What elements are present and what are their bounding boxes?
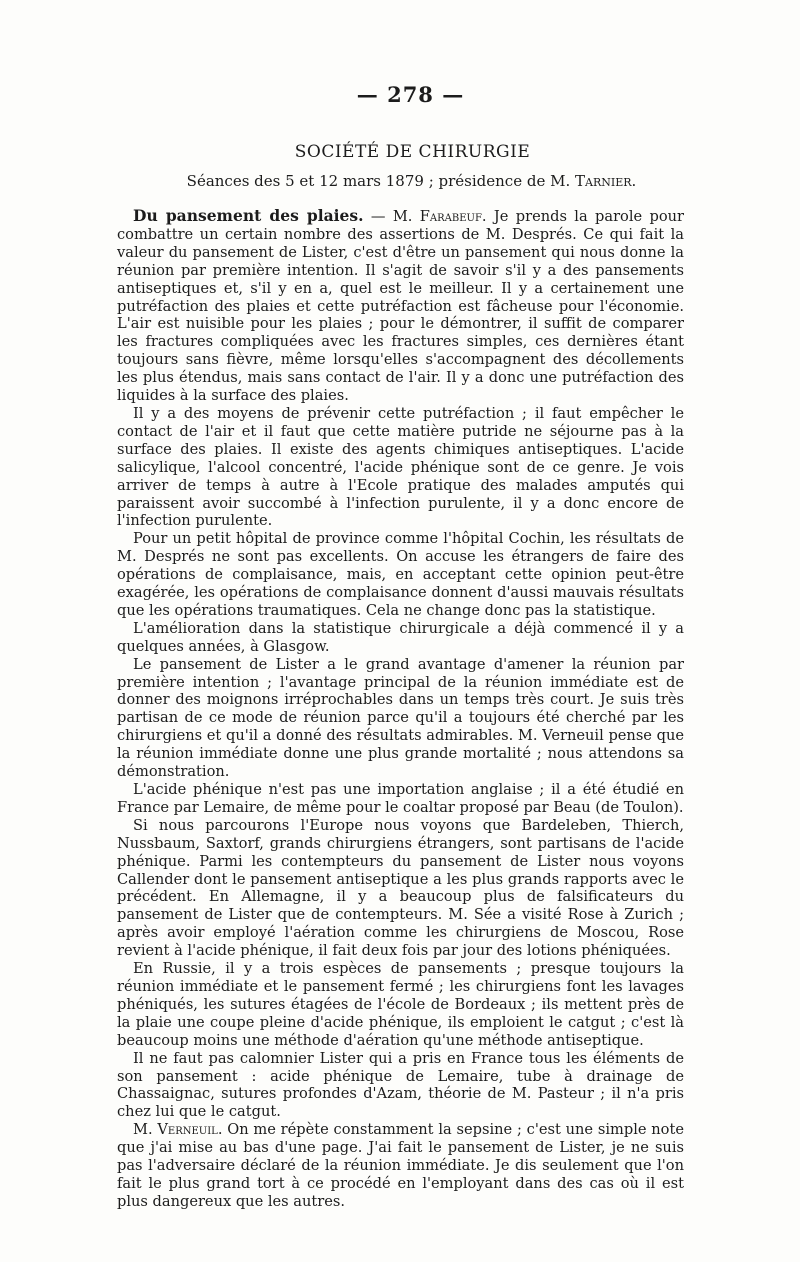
article-body [117, 207, 684, 1211]
article-heading: Du pansement des plaies. [133, 206, 364, 225]
president-name: Tarnier [575, 172, 632, 190]
closing-text: . On me répète constamment la sepsine ; c'est une simple note que j'ai mise au bas d'une page. J'ai fait le pansement de Lister, je ne suis pas l'adversaire déclaré de la réunion immédiate. Je dis seulement que l'on fait le plus grand tort à ce procédé en l'employant dans des cas où il est plus dangereux que les autres. [117, 1121, 684, 1210]
paragraph: Le pansement de Lister a le grand avantage d'amener la réunion par première intention ; l'avantage principal de la réunion immédiate est de donner des moignons irréprochables dans un temps très court. Je suis très partisan de ce mode de réunion parce qu'il a toujours été cherché par les chirurgiens et qu'il a donné des résultats admirables. M. Verneuil pense que la réunion immédiate donne une plus grande mortalité ; nous attendons sa démonstration. [117, 655, 684, 781]
paragraph: Il y a des moyens de prévenir cette putréfaction ; il faut empêcher le contact de l'air et il faut que cette matière putride ne séjourne pas à la surface des plaies. Il existe des agents chimiques antiseptiques. L'acide salicylique, l'alcool concentré, l'acide phénique sont de ce genre. Je vois arriver de temps à autre à l'Ecole pratique des malades amputés qui paraissent avoir succombé à l'infection purulente, il y a donc encore de l'infection purulente. [117, 404, 684, 530]
speaker-verneuil: M. Verneuil [133, 1121, 218, 1139]
intro-paragraph [117, 207, 684, 405]
paragraph: L'acide phénique n'est pas une importation anglaise ; il a été étudié en France par Lemaire, de même pour le coaltar proposé par Beau (de Toulon). [117, 781, 684, 816]
session-prefix: Séances des 5 et 12 mars 1879 ; présidence de M. [186, 172, 571, 190]
heading-dash: — M. [363, 208, 420, 225]
closing-paragraph [117, 1121, 684, 1211]
intro-text: . Je prends la parole pour combattre un certain nombre des assertions de M. Després. Ce qui fait la valeur du pansement de Lister, c'est d'être un pansement qui nous donne la réunion par première intention. Il s'agit de savoir s'il y a des pansements antiseptiques et, s'il y en a, quel est le meilleur. Il y a certainement une putréfaction des plaies et cette putréfaction est fâcheuse pour l'économie. L'air est nuisible pour les plaies ; pour le démontrer, il suffit de comparer les fractures compliquées avec les fractures simples, ces dernières étant toujours sans fièvre, même lorsqu'elles s'accompagnent des décollements les plus étendus, mais sans contact de l'air. Il y a donc une putréfaction des liquides à la surface des plaies. [117, 208, 684, 405]
page-number: — 278 — [356, 82, 465, 107]
paragraph: Il ne faut pas calomnier Lister qui a pris en France tous les éléments de son pansement : acide phénique de Lemaire, tube à drainage de Chassaignac, sutures profondes d'Azam, théorie de M. Pasteur ; il n'a pris chez lui que le catgut. [117, 1049, 684, 1121]
speaker-farabeuf: Farabeuf [419, 208, 482, 225]
paragraph: Si nous parcourons l'Europe nous voyons que Bardeleben, Thierch, Nussbaum, Saxtorf, grands chirurgiens étrangers, sont partisans de l'acide phénique. Parmi les contempteurs du pansement de Lister nous voyons Callender dont le pansement antiseptique a les plus grands rapports avec le précédent. En Allemagne, il y a beaucoup plus de falsificateurs du pansement de Lister que de contempteurs. M. Sée a visité Rose à Zurich ; après avoir employé l'aération comme les chirurgiens de Moscou, Rose revient à l'acide phénique, il fait deux fois par jour des lotions phéniquées. [117, 816, 684, 960]
paragraph: Pour un petit hôpital de province comme l'hôpital Cochin, les résultats de M. Després ne sont pas excellents. On accuse les étrangers de faire des opérations de complaisance, mais, en acceptant cette opinion peut-être exagérée, les opérations de complaisance donnent d'aussi mauvais résultats que les opérations traumatiques. Cela ne change donc pas la statistique. [117, 530, 684, 619]
paragraph: En Russie, il y a trois espèces de pansements ; presque toujours la réunion immédiate et le pansement fermé ; les chirurgiens font les lavages phéniqués, les sutures étagées de l'école de Bordeaux ; ils mettent près de la plaie une coupe pleine d'acide phénique, ils emploient le catgut ; c'est là beaucoup moins une méthode d'aération qu'une méthode antiseptique. [117, 960, 684, 1049]
society-title: SOCIÉTÉ DE CHIRURGIE [294, 142, 531, 162]
session-suffix: . [631, 172, 637, 190]
session-line [139, 172, 684, 200]
paragraph: L'amélioration dans la statistique chirurgicale a déjà commencé il y a quelques années, à Glasgow. [117, 619, 684, 655]
